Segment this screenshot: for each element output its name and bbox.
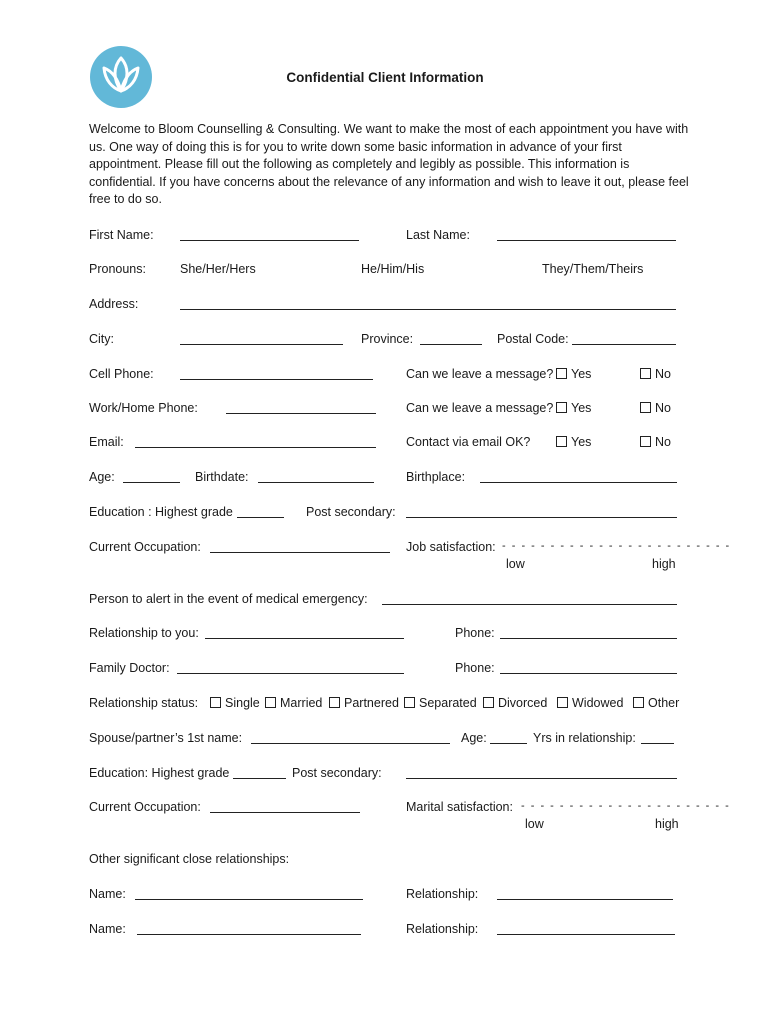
no-label: No xyxy=(655,367,671,381)
birthdate-field[interactable] xyxy=(258,470,374,483)
spouse-age-field[interactable] xyxy=(490,731,527,744)
work-phone-field[interactable] xyxy=(226,401,376,414)
checkbox-icon xyxy=(556,436,567,447)
doctor-phone-label: Phone: xyxy=(455,661,495,675)
row-relationship-to-you xyxy=(0,626,770,644)
postal-code-field[interactable] xyxy=(572,332,676,345)
emergency-label: Person to alert in the event of medical emergency: xyxy=(89,592,368,606)
marital-satisfaction-scale[interactable]: - - - - - - - - - - - - - - - - - - - - - - xyxy=(521,800,731,812)
relationship-to-you-label: Relationship to you: xyxy=(89,626,199,640)
no-label: No xyxy=(655,435,671,449)
emergency-phone-field[interactable] xyxy=(500,626,677,639)
birthplace-label: Birthplace: xyxy=(406,470,466,484)
row-education xyxy=(0,505,770,523)
status-other-label: Other xyxy=(648,696,680,710)
age-label: Age: xyxy=(89,470,115,484)
spouse-age-label: Age: xyxy=(461,731,487,745)
cell-phone-field[interactable] xyxy=(180,367,373,380)
status-single-label: Single xyxy=(225,696,260,710)
yes-label: Yes xyxy=(571,401,592,415)
row-other-relationships xyxy=(0,852,770,870)
checkbox-icon xyxy=(265,697,276,708)
doctor-phone-field[interactable] xyxy=(500,661,677,674)
occupation-label: Current Occupation: xyxy=(89,540,201,554)
birthplace-field[interactable] xyxy=(480,470,677,483)
spouse-post-secondary-label: Post secondary: xyxy=(292,766,382,780)
other-name-label-2: Name: xyxy=(89,922,126,936)
work-message-label: Can we leave a message? xyxy=(406,401,554,415)
status-divorced-option[interactable] xyxy=(483,696,547,710)
other-name-label-1: Name: xyxy=(89,887,126,901)
work-message-no[interactable] xyxy=(640,401,671,415)
marital-satisfaction-label: Marital satisfaction: xyxy=(406,800,513,814)
status-married-label: Married xyxy=(280,696,323,710)
marital-scale-low: low xyxy=(525,817,544,831)
checkbox-icon xyxy=(556,368,567,379)
checkbox-icon xyxy=(640,402,651,413)
row-other-1 xyxy=(0,887,770,905)
status-widowed-label: Widowed xyxy=(572,696,624,710)
pronoun-option-they[interactable]: They/Them/Theirs xyxy=(542,262,644,276)
other-relationship-field-2[interactable] xyxy=(497,922,675,935)
status-separated-option[interactable] xyxy=(404,696,477,710)
checkbox-icon xyxy=(329,697,340,708)
work-message-yes[interactable] xyxy=(556,401,591,415)
pronouns-label: Pronouns: xyxy=(89,262,146,276)
status-other-option[interactable] xyxy=(633,696,679,710)
row-spouse-occupation xyxy=(0,800,770,818)
other-name-field-1[interactable] xyxy=(135,887,363,900)
occupation-field[interactable] xyxy=(210,540,390,553)
status-divorced-label: Divorced xyxy=(498,696,548,710)
cell-message-no[interactable] xyxy=(640,367,671,381)
pronoun-option-she[interactable]: She/Her/Hers xyxy=(180,262,256,276)
family-doctor-field[interactable] xyxy=(177,661,404,674)
checkbox-icon xyxy=(483,697,494,708)
row-other-2 xyxy=(0,922,770,940)
row-name xyxy=(0,228,770,246)
province-field[interactable] xyxy=(420,332,482,345)
yes-label: Yes xyxy=(571,367,592,381)
marital-scale-high: high xyxy=(655,817,679,831)
row-occupation xyxy=(0,540,770,558)
cell-message-yes[interactable] xyxy=(556,367,591,381)
birthdate-label: Birthdate: xyxy=(195,470,249,484)
checkbox-icon xyxy=(640,368,651,379)
spouse-post-secondary-field[interactable] xyxy=(406,766,677,779)
age-field[interactable] xyxy=(123,470,180,483)
job-scale-low: low xyxy=(506,557,525,571)
spouse-occupation-label: Current Occupation: xyxy=(89,800,201,814)
other-relationships-label: Other significant close relationships: xyxy=(89,852,290,866)
contact-email-no[interactable] xyxy=(640,435,671,449)
row-work-phone xyxy=(0,401,770,419)
yes-label: Yes xyxy=(571,435,592,449)
row-relationship-status xyxy=(0,696,770,714)
spouse-occupation-field[interactable] xyxy=(210,800,360,813)
relationship-status-label: Relationship status: xyxy=(89,696,199,710)
status-widowed-option[interactable] xyxy=(557,696,623,710)
row-spouse-education xyxy=(0,766,770,784)
other-name-field-2[interactable] xyxy=(137,922,361,935)
no-label: No xyxy=(655,401,671,415)
address-label: Address: xyxy=(89,297,139,311)
status-separated-label: Separated xyxy=(419,696,477,710)
spouse-name-field[interactable] xyxy=(251,731,450,744)
spouse-name-label: Spouse/partner’s 1st name: xyxy=(89,731,243,745)
emergency-phone-label: Phone: xyxy=(455,626,495,640)
checkbox-icon xyxy=(557,697,568,708)
checkbox-icon xyxy=(556,402,567,413)
row-email xyxy=(0,435,770,453)
row-spouse xyxy=(0,731,770,749)
post-secondary-label: Post secondary: xyxy=(306,505,396,519)
post-secondary-field[interactable] xyxy=(406,505,677,518)
row-pronouns xyxy=(0,262,770,280)
row-emergency xyxy=(0,592,770,610)
city-label: City: xyxy=(89,332,114,346)
row-family-doctor xyxy=(0,661,770,679)
job-satisfaction-scale[interactable]: - - - - - - - - - - - - - - - - - - - - - - - - xyxy=(502,540,731,552)
address-field[interactable] xyxy=(180,297,676,310)
row-marital-scale-labels xyxy=(0,817,770,835)
emergency-field[interactable] xyxy=(382,592,677,605)
other-relationship-label-2: Relationship: xyxy=(406,922,479,936)
email-field[interactable] xyxy=(135,435,376,448)
row-age xyxy=(0,470,770,488)
other-relationship-field-1[interactable] xyxy=(497,887,673,900)
first-name-label: First Name: xyxy=(89,228,154,242)
checkbox-icon xyxy=(404,697,415,708)
cell-message-label: Can we leave a message? xyxy=(406,367,554,381)
row-cell-phone xyxy=(0,367,770,385)
other-relationship-label-1: Relationship: xyxy=(406,887,479,901)
cell-phone-label: Cell Phone: xyxy=(89,367,154,381)
pronoun-option-he[interactable]: He/Him/His xyxy=(361,262,425,276)
province-label: Province: xyxy=(361,332,414,346)
status-partnered-option[interactable] xyxy=(329,696,399,710)
postal-code-label: Postal Code: xyxy=(497,332,569,346)
email-label: Email: xyxy=(89,435,124,449)
checkbox-icon xyxy=(210,697,221,708)
checkbox-icon xyxy=(633,697,644,708)
row-city xyxy=(0,332,770,350)
city-field[interactable] xyxy=(180,332,343,345)
status-married-option[interactable] xyxy=(265,696,322,710)
intro-paragraph: Welcome to Bloom Counselling & Consulting. We want to make the most of each appointment you have with us. One way of doing this is for you to write down some basic information in advance of your first appointment. Please fill out the following as completely and legibly as possible. This information is confidential. If you have concerns about the relevance of any information and wish to leave it out, please feel free to do so. xyxy=(89,122,689,206)
last-name-field[interactable] xyxy=(497,228,676,241)
contact-email-yes[interactable] xyxy=(556,435,591,449)
row-job-scale-labels xyxy=(0,557,770,575)
form-title: Confidential Client Information xyxy=(286,70,484,85)
yrs-relationship-label: Yrs in relationship: xyxy=(533,731,636,745)
relationship-to-you-field[interactable] xyxy=(205,626,404,639)
work-phone-label: Work/Home Phone: xyxy=(89,401,198,415)
first-name-field[interactable] xyxy=(180,228,359,241)
checkbox-icon xyxy=(640,436,651,447)
contact-email-label: Contact via email OK? xyxy=(406,435,531,449)
row-address xyxy=(0,297,770,315)
last-name-label: Last Name: xyxy=(406,228,470,242)
status-single-option[interactable] xyxy=(210,696,260,710)
yrs-relationship-field[interactable] xyxy=(641,731,674,744)
education-grade-field[interactable] xyxy=(237,505,284,518)
status-partnered-label: Partnered xyxy=(344,696,399,710)
spouse-education-label: Education: Highest grade xyxy=(89,766,230,780)
family-doctor-label: Family Doctor: xyxy=(89,661,170,675)
job-scale-high: high xyxy=(652,557,676,571)
education-grade-label: Education : Highest grade xyxy=(89,505,233,519)
spouse-education-field[interactable] xyxy=(233,766,286,779)
job-satisfaction-label: Job satisfaction: xyxy=(406,540,496,554)
